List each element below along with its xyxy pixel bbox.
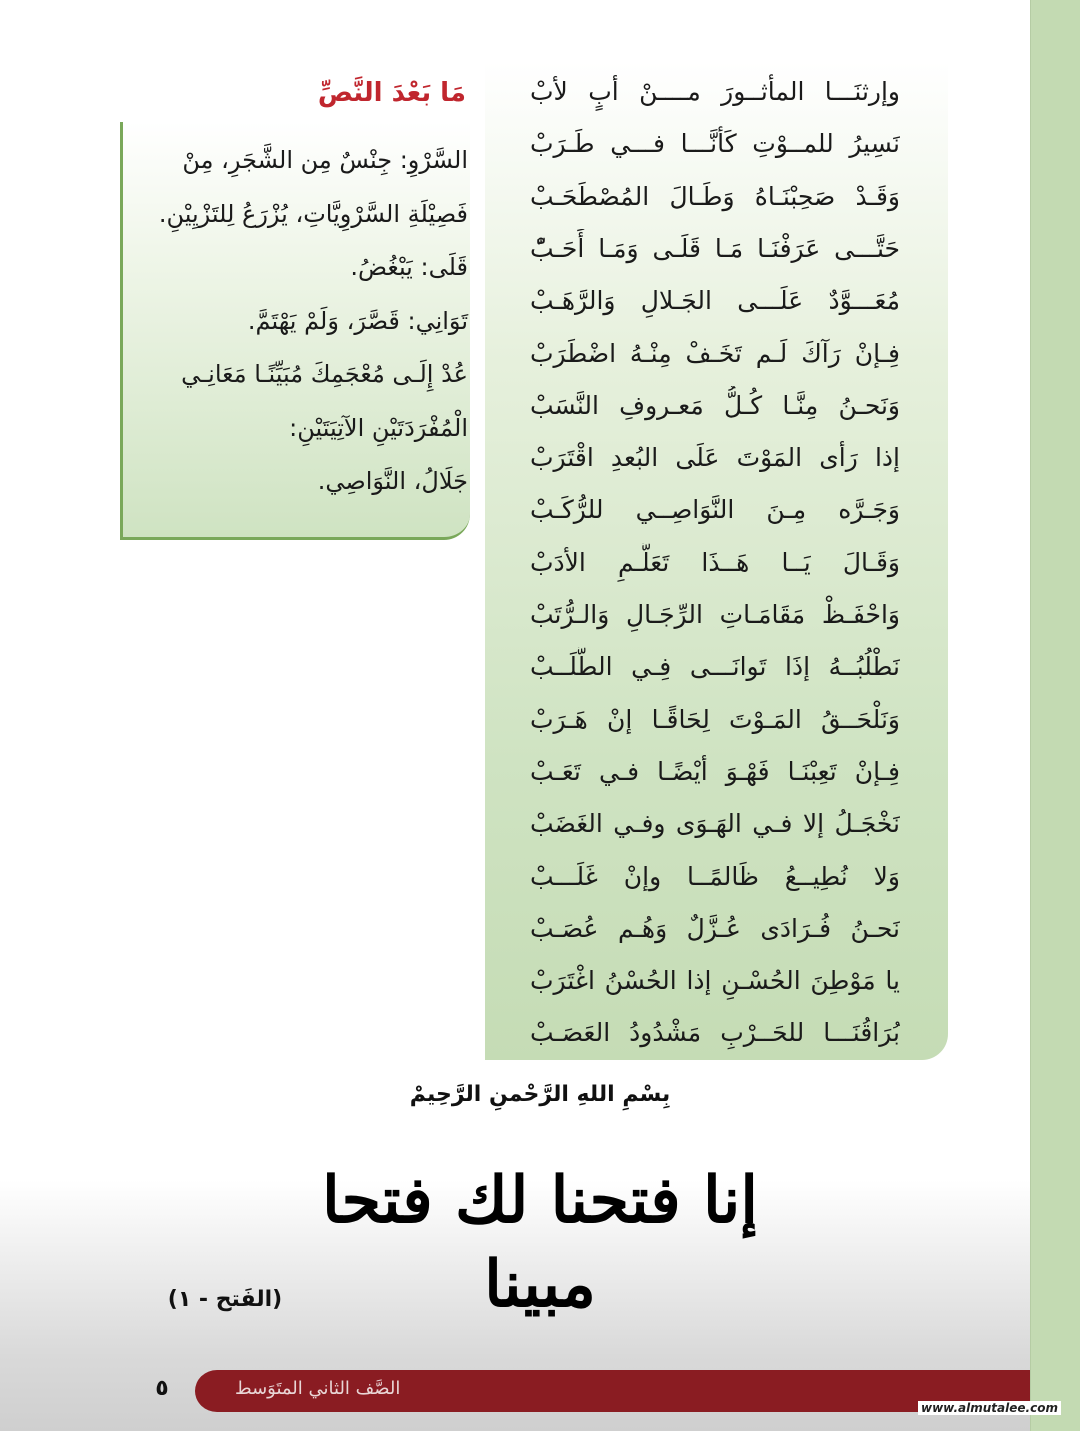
page-edge-strip	[1030, 0, 1080, 1431]
basmala: بِسْمِ اللهِ الرَّحْمنِ الرَّحِيمْ	[409, 1082, 671, 1107]
note-line: عُدْ إِلَـى مُعْجَمِكَ مُبَيِّنًـا مَعَانِـي	[181, 360, 468, 388]
poem-line: بُرَاقُنَـــا للحَــرْبِ مَشْدُودُ العَصَـبْ	[530, 1018, 900, 1048]
note-line: جَلَالُ، النَّوَاصِي.	[317, 467, 468, 495]
poem-line: حَتَّـــى عَرَفْنَـا مَـا قَلَـى وَمَـا أَحَـبّْ	[530, 233, 900, 263]
poem-line: إذا رَأى المَوْتَ عَلَى البُعدِ اقْتَرَبْ	[530, 443, 900, 473]
poem-line: وَجَـرَّه مِـنَ النَّوَاصِــي للرُّكَـبْ	[530, 495, 900, 525]
poem-line: فِـإنْ تَعِبْنَـا فَهْـوَ أيْضًـا فـي تَعَـبْ	[530, 756, 900, 786]
poem-line: نَحـنُ فُـرَادَى عُـزَّلٌ وَهُـم عُصَـبْ	[530, 913, 900, 943]
note-line: السَّرْوِ: جِنْسٌ مِن الشَّجَرِ، مِنْ	[182, 146, 468, 174]
poem-line: وَقَـدْ صَحِبْنَـاهُ وَطَـالَ المُصْطَحَـبْ	[530, 181, 900, 211]
note-line: تَوَانِي: قَصَّرَ، وَلَمْ يَهْتَمَّ.	[247, 306, 468, 335]
poem-line: مُعَـــوَّدٌ عَلَـــى الجَـلالِ وَالرَّهَـبْ	[530, 286, 900, 316]
after-text-title: مَا بَعْدَ النَّصِّ	[317, 78, 466, 108]
grade-label: الصَّف الثاني المتَوَسط	[235, 1378, 401, 1399]
poem-line: نَسِيرُ للمــوْتِ كَأنَّـــا فـــي طَـرَبْ	[530, 129, 900, 159]
note-line: فَصِيْلَةِ السَّرْوِيَّاتِ، يُزْرَعُ لِلتَزْيِيْنِ.	[158, 199, 468, 228]
poem-line: يا مَوْطِنَ الحُسْـنِ إذا الحُسْنُ اغْتَرَبْ	[530, 966, 900, 996]
poem-line: نَخْجَـلُ إلا فـي الهَـوَى وفـي الغَضَبْ	[530, 809, 900, 839]
surah-reference: (الفَتح - ١)	[167, 1287, 283, 1312]
poem-line: نَطْلُبُــهُ إذَا تَوانَـــى فِـي الطَّلَــبْ	[530, 652, 900, 682]
note-line: قَلَى: يَبْغُضُ.	[350, 253, 468, 281]
poem-line: وَنَحـنُ مِنَّـا كُـلُّ مَعـروفِ النَّسَبْ	[530, 390, 900, 420]
poem-line: وَنَلْحَــقُ المَـوْتَ لِحَاقًـا إنْ هَـرَبْ	[530, 704, 900, 734]
poem-line: فِـإنْ رَآكَ لَـم تَخَـفْ مِنْـهُ اضْطَرَبْ	[530, 338, 900, 368]
poem-line: وإرثنَـــا المأثــورَ مــــنْ أبٍ لأبْ	[530, 77, 900, 106]
quran-calligraphy: إنا فتحنا لك فتحا مبينا	[321, 1163, 759, 1322]
poem-line: وَقَـالَ يَــا هَــذَا تَعَلَّـمِ الأدَبْ	[530, 547, 900, 577]
poem-line: وَلا نُطِيــعُ ظَالمًــا وإنْ غَلَـــبْ	[530, 861, 900, 891]
note-line: الْمُفْرَدَتَيْنِ الآتِيَتَيْنِ:	[289, 413, 468, 442]
poem-line: وَاحْفَـظْ مَقَامَـاتِ الرِّجَـالِ وَالـرُّتَبْ	[530, 600, 900, 629]
watermark: www.almutalee.com	[918, 1401, 1061, 1415]
page-number: ٥	[155, 1376, 169, 1401]
